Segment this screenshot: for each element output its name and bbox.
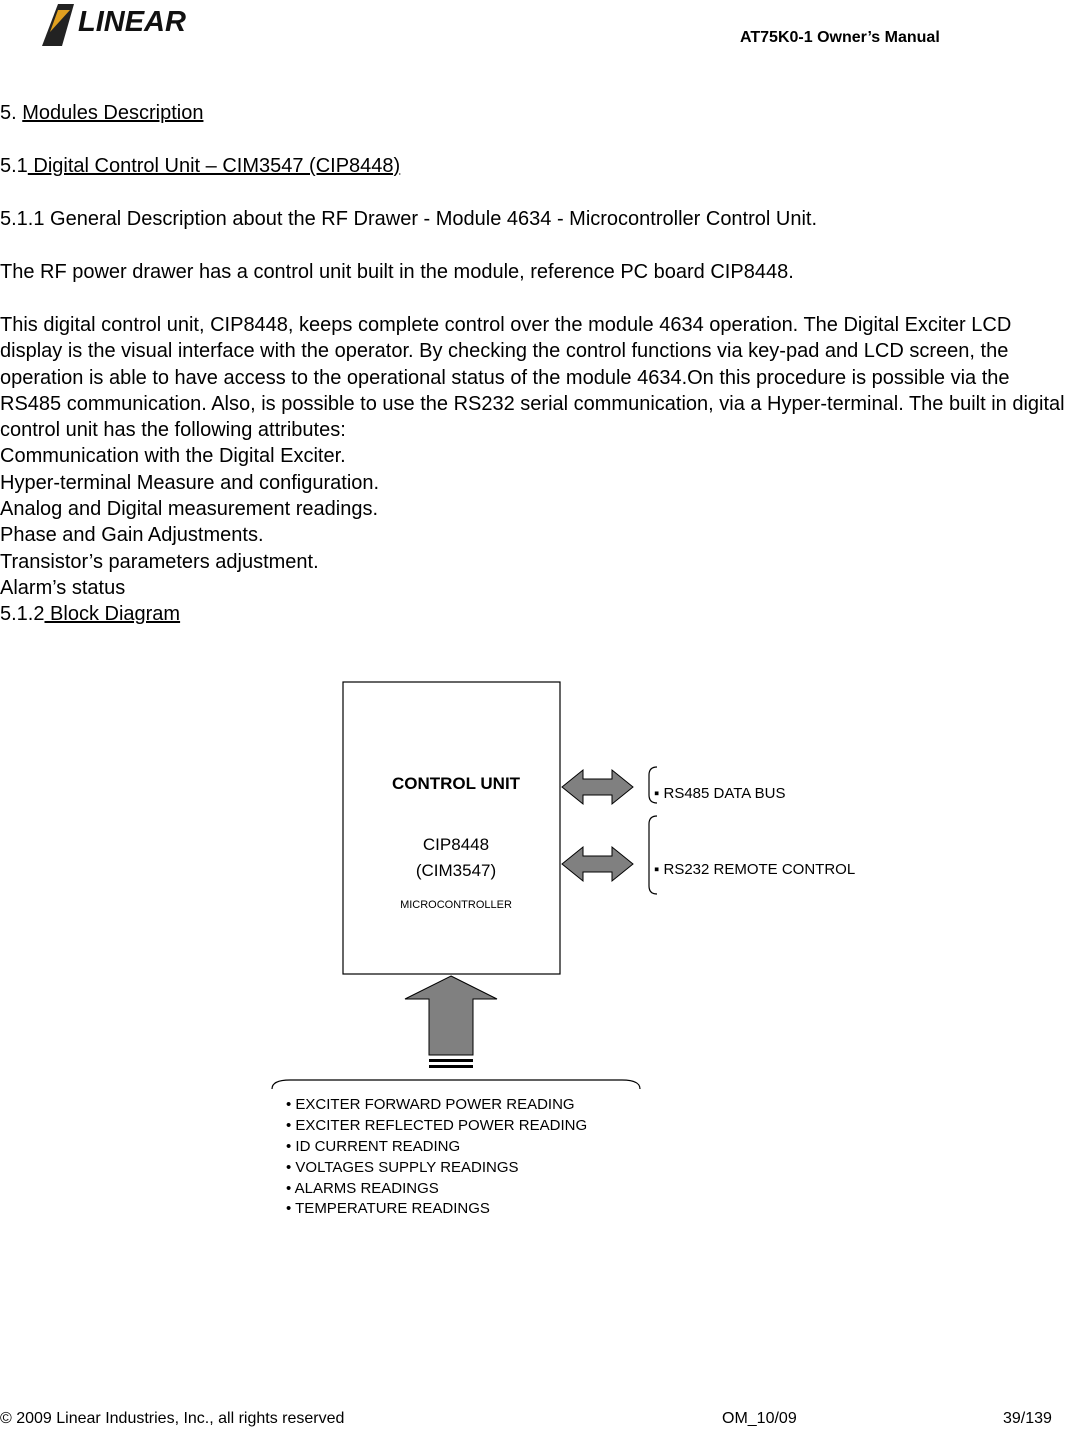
section-5-1-heading: 5.1 Digital Control Unit – CIM3547 (CIP8448) — [0, 155, 401, 177]
intro-paragraph: The RF power drawer has a control unit built in the module, reference PC board CIP8448. — [0, 261, 794, 283]
attribute-item: Phase and Gain Adjustments. — [0, 524, 264, 547]
rs232-double-arrow — [562, 847, 633, 881]
input-reading: • EXCITER REFLECTED POWER READING — [286, 1117, 588, 1134]
rs485-label: ▪ RS485 DATA BUS — [654, 785, 786, 802]
logo-text: LINEAR — [78, 6, 186, 38]
input-reading: • TEMPERATURE READINGS — [286, 1200, 490, 1217]
rs485-double-arrow — [562, 770, 633, 804]
rs232-label: ▪ RS232 REMOTE CONTROL — [654, 861, 856, 878]
attribute-item: Analog and Digital measurement readings. — [0, 498, 378, 521]
input-up-arrow — [405, 976, 497, 1055]
control-unit-type: MICROCONTROLLER — [400, 899, 512, 911]
input-reading: • ALARMS READINGS — [286, 1180, 439, 1197]
section-5-1-2-title: Block Diagram — [44, 603, 181, 626]
footer-page-number: 39/139 — [1003, 1410, 1052, 1427]
block-diagram — [0, 640, 1076, 1240]
rs232-bracket — [649, 816, 657, 894]
footer-copyright: © 2009 Linear Industries, Inc., all rights reserved — [0, 1410, 345, 1427]
input-reading: • ID CURRENT READING — [286, 1138, 461, 1155]
description-body — [0, 312, 1076, 628]
input-reading: • VOLTAGES SUPPLY READINGS — [286, 1159, 519, 1176]
section-5-1-1-heading: 5.1.1 General Description about the RF Drawer - Module 4634 - Microcontroller Control Unit. — [0, 208, 818, 230]
section-5-heading: 5. Modules Description — [0, 102, 204, 124]
inputs-brace — [272, 1080, 640, 1089]
document-title: AT75K0-1 Owner’s Manual — [740, 29, 940, 46]
arrow-base-line — [429, 1065, 473, 1068]
attribute-item: Hyper-terminal Measure and configuration. — [0, 471, 380, 494]
section-5-1-title: Digital Control Unit – CIM3547 (CIP8448) — [27, 155, 401, 177]
section-5-1-2-heading: 5.1.2 Block Diagram — [0, 603, 181, 626]
section-5-title: Modules Description — [22, 102, 204, 124]
description-paragraph: This digital control unit, CIP8448, keeps complete control over the module 4634 operation. The Digital Exciter LCD display is the visual interface with the operator. By checking the control functions via key-pad and LCD screen, the operation is able to have access to the operational status of the module 4634.On this procedure is possible via the RS485 communication. Also, is possible to use the RS232 serial communication, via a Hyper-terminal. The built in digital control unit has the following attributes: — [0, 314, 1065, 442]
attribute-item: Communication with the Digital Exciter. — [0, 445, 346, 468]
input-reading: • EXCITER FORWARD POWER READING — [286, 1096, 575, 1113]
control-unit-module: (CIM3547) — [415, 861, 497, 880]
attribute-item: Alarm’s status — [0, 576, 126, 599]
footer-doc-code: OM_10/09 — [722, 1410, 797, 1427]
arrow-base-line — [429, 1059, 473, 1062]
attribute-item: Transistor’s parameters adjustment. — [0, 550, 319, 573]
control-unit-title: CONTROL UNIT — [391, 774, 521, 793]
control-unit-board: CIP8448 — [422, 835, 490, 854]
control-unit-box — [343, 682, 560, 974]
